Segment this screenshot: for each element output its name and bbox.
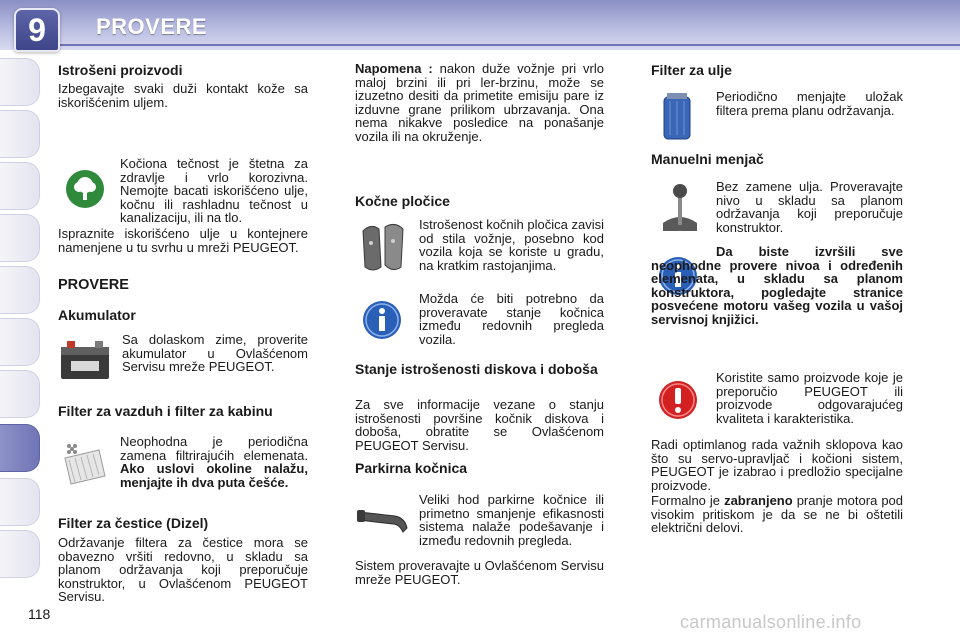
text-filter-vazduh-regular: Neophodna je periodična zamena filtrirajućih elemenata. [120, 434, 308, 463]
gear-stick-icon [656, 180, 704, 236]
heading-menjac: Manuelni menjač [651, 151, 764, 167]
chapter-badge: 9 [14, 8, 60, 52]
text-kocne-plocice: Istrošenost kočnih pločica zavisi od stila vožnje, posebno kod vozila koja se koriste u gradu, na kratkim rastojanjima. [419, 217, 604, 273]
side-tab[interactable] [0, 478, 40, 526]
oil-filter-icon [660, 90, 694, 144]
text-napomena [355, 62, 604, 143]
brake-pads-icon [356, 218, 412, 278]
heading-filter-cestice: Filter za čestice (Dizel) [58, 515, 209, 531]
heading-filter-vazduh: Filter za vazduh i filter za kabinu [58, 403, 273, 419]
text-menjac: Bez zamene ulja. Proveravajte nivo u skladu sa planom održavanja koji preporučuje konstruktor. [716, 179, 903, 235]
text-formalno [651, 494, 903, 535]
text-istroseni: Izbegavajte svaki duži kontakt kože sa iskorišćenim uljem. [58, 81, 308, 110]
handbrake-icon [354, 500, 412, 540]
heading-kocne-plocice: Kočne pločice [355, 193, 450, 209]
recycle-tree-icon [62, 166, 108, 212]
header-rule [60, 44, 960, 46]
text-formalno-end: pranje motora pod visokim pritiskom je da se ne bi oštetili električni delovi. [651, 493, 904, 535]
text-kociona: Kočiona tečnost je štetna za zdravlje i vrlo korozivna. Nemojte bacati iskorišćeno ulje, kočnu ili rashladnu tečnost u kanalizaciju, ili na tlo. [120, 156, 308, 225]
heading-parkirna: Parkirna kočnica [355, 460, 468, 476]
side-tab[interactable] [0, 110, 40, 158]
side-tab[interactable] [0, 214, 40, 262]
text-stanje: Za sve informacije vezane o stanju istrošenosti površine kočnik diskova i doboša, obratite se Ovlašćenom PEUGEOT Servisu. [355, 397, 604, 453]
text-parkirna: Veliki hod parkirne kočnice ili primetno smanjenje efikasnosti sistema nalaže podešavanje i između redovnih pregleda. [419, 492, 604, 548]
side-tab[interactable] [0, 162, 40, 210]
heading-stanje: Stanje istrošenosti diskova i doboša [355, 361, 598, 377]
page-number: 118 [28, 606, 51, 622]
battery-icon [56, 334, 114, 386]
text-ispraznite: Ispraznite iskorišćeno ulje u kontejnere namenjene u tu svrhu u mreži PEUGEOT. [58, 226, 308, 255]
air-filter-icon [58, 438, 110, 494]
text-filter-cestice: Održavanje filtera za čestice mora se obavezno vršiti redovno, u skladu sa planom održavanja koji preporučuje konstruktor, u Ovlašćenom PEUGEOT Servisu. [58, 535, 308, 604]
text-sistem: Sistem proveravajte u Ovlašćenom Servisu mreže PEUGEOT. [355, 558, 604, 587]
text-filter-vazduh [120, 435, 308, 489]
heading-provere: PROVERE [58, 277, 129, 293]
warning-icon [656, 378, 700, 422]
heading-filter-ulje: Filter za ulje [651, 62, 732, 78]
heading-istroseni: Istrošeni proizvodi [58, 62, 183, 78]
text-formalno-start: Formalno je [651, 493, 725, 508]
text-filter-vazduh-bold: Ako uslovi okoline nalažu, menjajte ih dva puta češće. [120, 461, 308, 490]
text-formalno-bold: zabranjeno [724, 493, 793, 508]
page-title: PROVERE [96, 14, 208, 39]
heading-akumulator: Akumulator [58, 307, 136, 323]
side-tab[interactable] [0, 530, 40, 578]
info-icon [360, 298, 404, 342]
side-tab[interactable] [0, 370, 40, 418]
text-radi: Radi optimlanog rada važnih sklopova kao što su servo-upravljač i kočioni sistem, PEUGEOT je izabrao i predložio specijalne proizvode. [651, 437, 903, 493]
text-koristite: Koristite samo proizvode koje je preporučio PEUGEOT ili proizvode odgovarajućeg kvaliteta i karakteristika. [716, 370, 903, 426]
text-mozda: Možda će biti potrebno da proveravate stanje kočnica između redovnih pregleda vozila. [419, 291, 604, 347]
text-akumulator: Sa dolaskom zime, proverite akumulator u Ovlašćenom Servisu mreže PEUGEOT. [122, 332, 308, 374]
side-tab[interactable] [0, 58, 40, 106]
napomena-label: Napomena : [355, 61, 433, 76]
side-tab[interactable] [0, 266, 40, 314]
side-tab[interactable] [0, 318, 40, 366]
napomena-text: nakon duže vožnje pri vrlo maloj brzini ili pri ler-brzinu, može se izuzetno desiti da primetite emisiju pare iz izduvne grane prilikom ubrzavanja. Ona nema nikakve posledice na ponašanje vozila ili na okruženje. [355, 61, 604, 144]
text-biste: Da biste izvršili sve neophodne provere nivoa i određenih elemenata, u skladu sa planom konstruktora, pogledajte stranice posvećene motoru vašeg vozila u vašoj servisnoj knjižici. [651, 244, 903, 327]
text-filter-ulje: Periodično menjajte uložak filtera prema planu održavanja. [716, 89, 903, 118]
watermark: carmanualsonline.info [680, 612, 862, 632]
side-tab-active[interactable] [0, 424, 40, 472]
